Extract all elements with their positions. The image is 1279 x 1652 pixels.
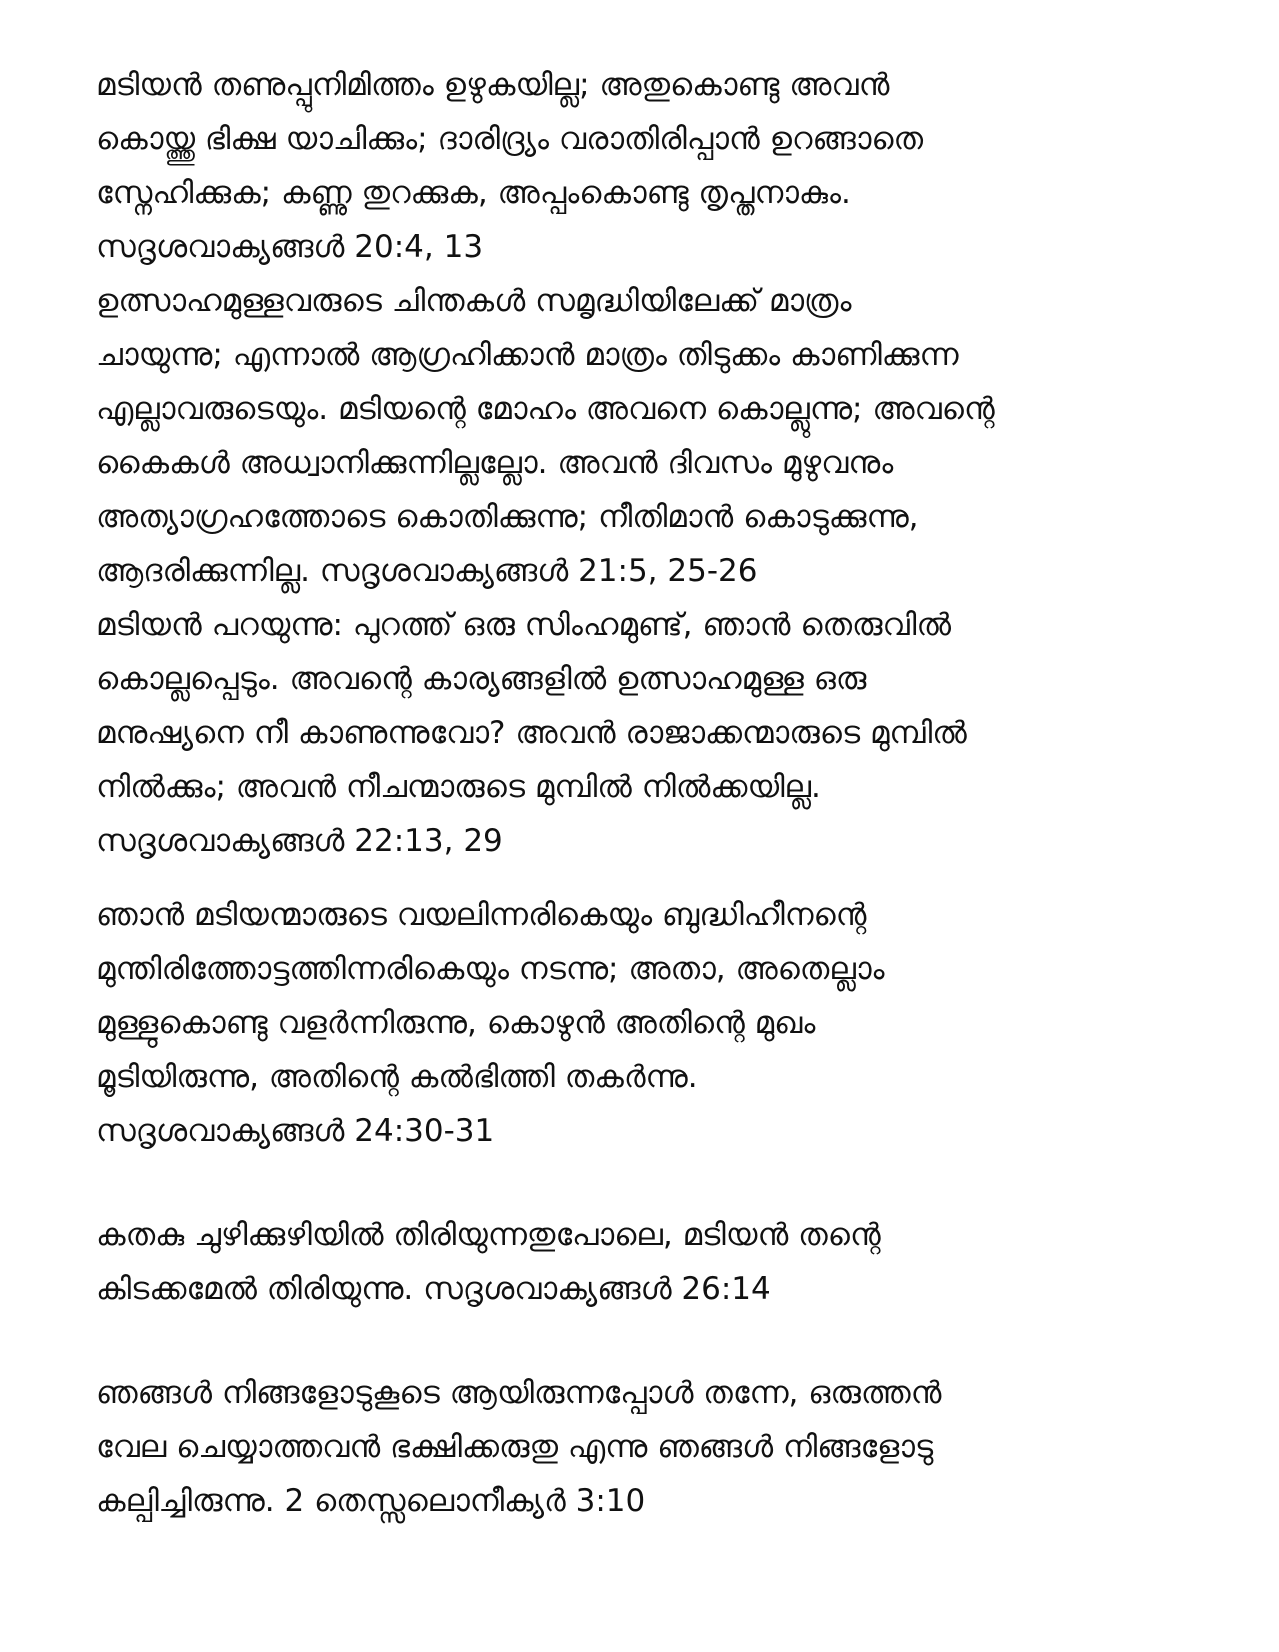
text-line: കൊയ്ത്തു ഭിക്ഷ യാചിക്കും; ദാരിദ്ര്യം വരാതിരിപ്പാൻ ഉറങ്ങാതെ <box>96 121 924 157</box>
passage-proverbs-20-22 <box>96 58 1206 868</box>
text-line: മൂടിയിരുന്നു, അതിന്റെ കൽഭിത്തി തകർന്നു. <box>96 1059 698 1095</box>
verse-reference: സദൃശവാക്യങ്ങൾ 20:4, 13 <box>96 229 484 265</box>
verse-reference: സദൃശവാക്യങ്ങൾ 24:30-31 <box>96 1113 495 1149</box>
text-line: എല്ലാവരുടെയും. മടിയന്റെ മോഹം അവനെ കൊല്ലുന്നു; അവന്റെ <box>96 391 995 427</box>
text-line: നിൽക്കും; അവൻ നീചന്മാരുടെ മുമ്പിൽ നിൽക്കയില്ല. <box>96 769 821 805</box>
text-line: മുന്തിരിത്തോട്ടത്തിന്നരികെയും നടന്നു; അതാ, അതെല്ലാം <box>96 951 885 987</box>
document-page <box>96 58 1206 1528</box>
passage-proverbs-26 <box>96 1208 1206 1316</box>
passage-proverbs-24 <box>96 888 1206 1158</box>
text-line: ആദരിക്കുന്നില്ല. സദൃശവാക്യങ്ങൾ 21:5, 25-26 <box>96 553 758 589</box>
passage-2-thessalonians <box>96 1366 1206 1528</box>
text-line: കൈകൾ അധ്വാനിക്കുന്നില്ലല്ലോ. അവൻ ദിവസം മുഴുവനും <box>96 445 894 481</box>
paragraph-gap <box>96 1158 1206 1208</box>
text-line: അത്യാഗ്രഹത്തോടെ കൊതിക്കുന്നു; നീതിമാൻ കൊടുക്കുന്നു, <box>96 499 919 535</box>
text-line: കൊല്ലപ്പെടും. അവന്റെ കാര്യങ്ങളിൽ ഉത്സാഹമുള്ള ഒരു <box>96 661 867 697</box>
text-line: ചായുന്നു; എന്നാൽ ആഗ്രഹിക്കാൻ മാത്രം തിടുക്കം കാണിക്കുന്ന <box>96 337 959 373</box>
text-line: സ്നേഹിക്കുക; കണ്ണു തുറക്കുക, അപ്പംകൊണ്ടു തൃപ്തനാകും. <box>96 175 851 211</box>
verse-reference: സദൃശവാക്യങ്ങൾ 22:13, 29 <box>96 823 503 859</box>
text-line: കിടക്കമേൽ തിരിയുന്നു. സദൃശവാക്യങ്ങൾ 26:14 <box>96 1271 771 1307</box>
text-line: ഞങ്ങൾ നിങ്ങളോടുകൂടെ ആയിരുന്നപ്പോൾ തന്നേ, ഒരുത്തൻ <box>96 1375 942 1411</box>
text-line: കല്പിച്ചിരുന്നു. 2 തെസ്സലൊനീക്യർ 3:10 <box>96 1483 646 1519</box>
text-line: ഉത്സാഹമുള്ളവരുടെ ചിന്തകൾ സമൃദ്ധിയിലേക്ക് മാത്രം <box>96 283 852 319</box>
text-line: മനുഷ്യനെ നീ കാണുന്നുവോ? അവൻ രാജാക്കന്മാരുടെ മുമ്പിൽ <box>96 715 967 751</box>
paragraph-gap <box>96 1316 1206 1366</box>
paragraph-gap <box>96 868 1206 888</box>
text-line: വേല ചെയ്യാത്തവൻ ഭക്ഷിക്കരുതു എന്നു ഞങ്ങൾ നിങ്ങളോടു <box>96 1429 934 1465</box>
text-line: മടിയൻ പറയുന്നു: പുറത്ത് ഒരു സിംഹമുണ്ട്, ഞാൻ തെരുവിൽ <box>96 607 952 643</box>
text-line: ഞാൻ മടിയന്മാരുടെ വയലിന്നരികെയും ബുദ്ധിഹീനന്റെ <box>96 897 867 933</box>
text-line: മുള്ളുകൊണ്ടു വളർന്നിരുന്നു, കൊഴുൻ അതിന്റെ മുഖം <box>96 1005 816 1041</box>
text-line: മടിയൻ തണുപ്പുനിമിത്തം ഉഴുകയില്ല; അതുകൊണ്ടു അവൻ <box>96 67 890 103</box>
text-line: കതകു ചുഴിക്കുഴിയിൽ തിരിയുന്നതുപോലെ, മടിയൻ തന്റെ <box>96 1217 881 1253</box>
